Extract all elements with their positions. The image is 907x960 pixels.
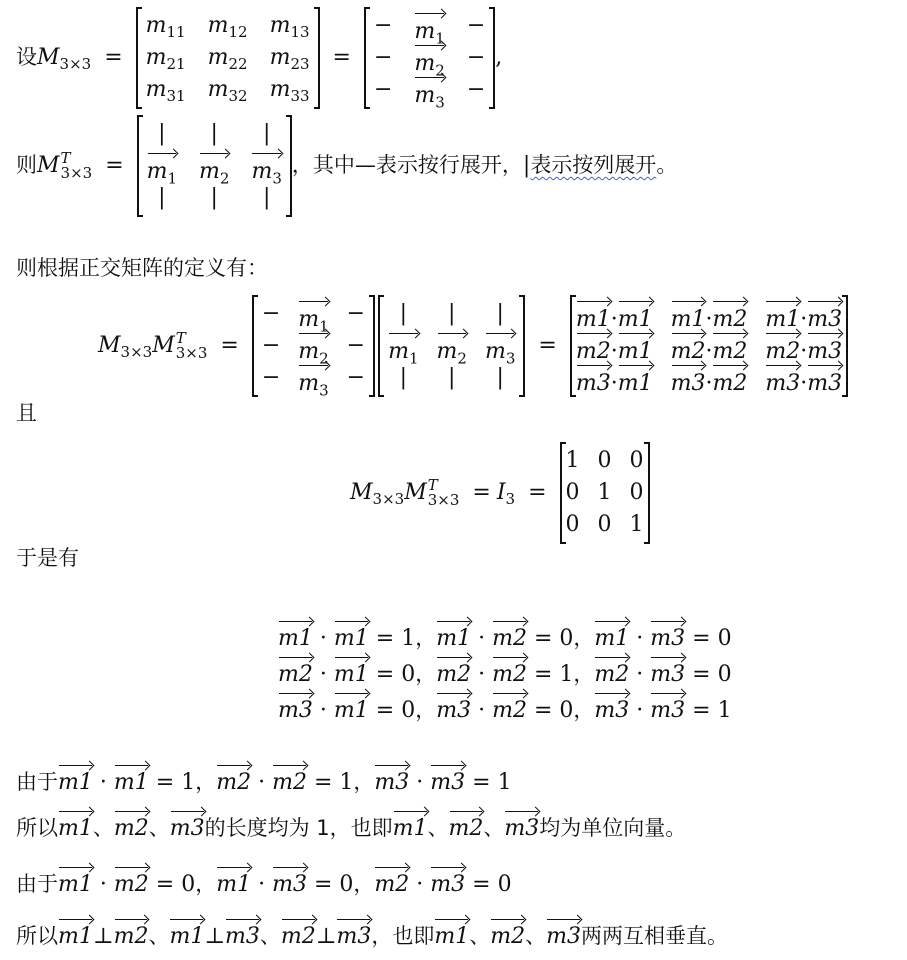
matrix-rows: − $m_1$ − − $m_2$ − − $m_3$ − (364, 8, 495, 108)
text-orthogonal-definition: 则根据正交矩阵的定义有： (16, 256, 268, 280)
dot-results-row-3: m3 · m1 = 0，m3 · m2 = 0，m3 · m3 = 1 (278, 690, 732, 726)
matrix-cell: $m_{21}$ (145, 45, 186, 73)
equals-sign: = (332, 45, 351, 70)
matrix-cell: $m_{32}$ (207, 77, 248, 105)
matrix-cell: $m_{11}$ (145, 13, 186, 41)
line-transpose: 则M T 3×3 = | | | $m_1$ $m_2$ $m_3$ | | | ，其中—表示按行展开，|表示按列展开。 (16, 116, 677, 216)
equals-sign: = (104, 45, 123, 70)
subscript-3x3: 3×3 (59, 55, 92, 73)
matrix-elements (136, 8, 320, 108)
dot-results-row-2: m2 · m1 = 0，m2 · m2 = 1，m2 · m3 = 0 (278, 654, 732, 690)
matrix-cell: $m_{33}$ (269, 77, 310, 105)
matrix-rows-2: − $m_1$ − − $m_2$ − − $m_3$ − (252, 296, 375, 396)
line-unit-vectors: 所以m1、m2、m3的长度均为 1，也即m1、m2、m3均为单位向量。 (16, 808, 686, 844)
matrix-identity: 1 0 0 0 1 0 0 0 1 (560, 443, 650, 543)
subsup-3x3-T: T 3×3 (60, 149, 93, 182)
comma: , (495, 45, 503, 70)
line-since-unit: 由于m1 · m1 = 1，m2 · m2 = 1，m3 · m3 = 1 (16, 762, 512, 798)
matrix-cell: $m_{22}$ (207, 45, 248, 73)
matrix-columns: | | | $m_1$ $m_2$ $m_3$ | | | (137, 116, 292, 216)
line-perpendicular: 所以m1⊥m2、m1⊥m3、m2⊥m3，也即m1、m2、m3两两互相垂直。 (16, 916, 728, 952)
dot-results-row-1: m1 · m1 = 1，m1 · m2 = 0，m1 · m3 = 0 (278, 618, 732, 654)
matrix-dot-products: m1·m1 m1·m2 m1·m3 m2·m1 m2·m2 m2·m3 m3·m1 m3·m2 m3·m3 (570, 296, 848, 396)
equation-product: $M_{3\times 3}M$ T 3×3 = − $m_1$ − − $m_2$ − − $m_3$ − | | | $m_1$ $m_2$ $m_3$ | | | = m1·m1 m1·m2 m1·m3 m2·m1 m2·m2 m2·m3 m3·m1 m3·m2 m3·m3 (98, 296, 848, 397)
symbol-M: M (37, 45, 60, 70)
text-and: 且 (16, 401, 37, 425)
line-definition-m (16, 8, 503, 112)
matrix-cell: $m_{31}$ (145, 77, 186, 105)
matrix-cell: $m_{12}$ (207, 13, 248, 41)
matrix-columns-2: | | | $m_1$ $m_2$ $m_3$ | | | (378, 296, 525, 396)
spellcheck-underlined-text: 表示按列展开 (530, 153, 657, 177)
text-therefore: 于是有 (16, 546, 79, 570)
line-since-zero: 由于m1 · m2 = 0，m1 · m3 = 0，m2 · m3 = 0 (16, 864, 512, 900)
equation-identity: $M_{3\times 3}M$ T 3×3 = $I_3$ = 1 0 0 0 1 0 0 0 1 (350, 443, 650, 544)
text-she: 设 (16, 45, 37, 69)
matrix-cell: $m_{13}$ (269, 13, 310, 41)
matrix-cell: $m_{23}$ (269, 45, 310, 73)
